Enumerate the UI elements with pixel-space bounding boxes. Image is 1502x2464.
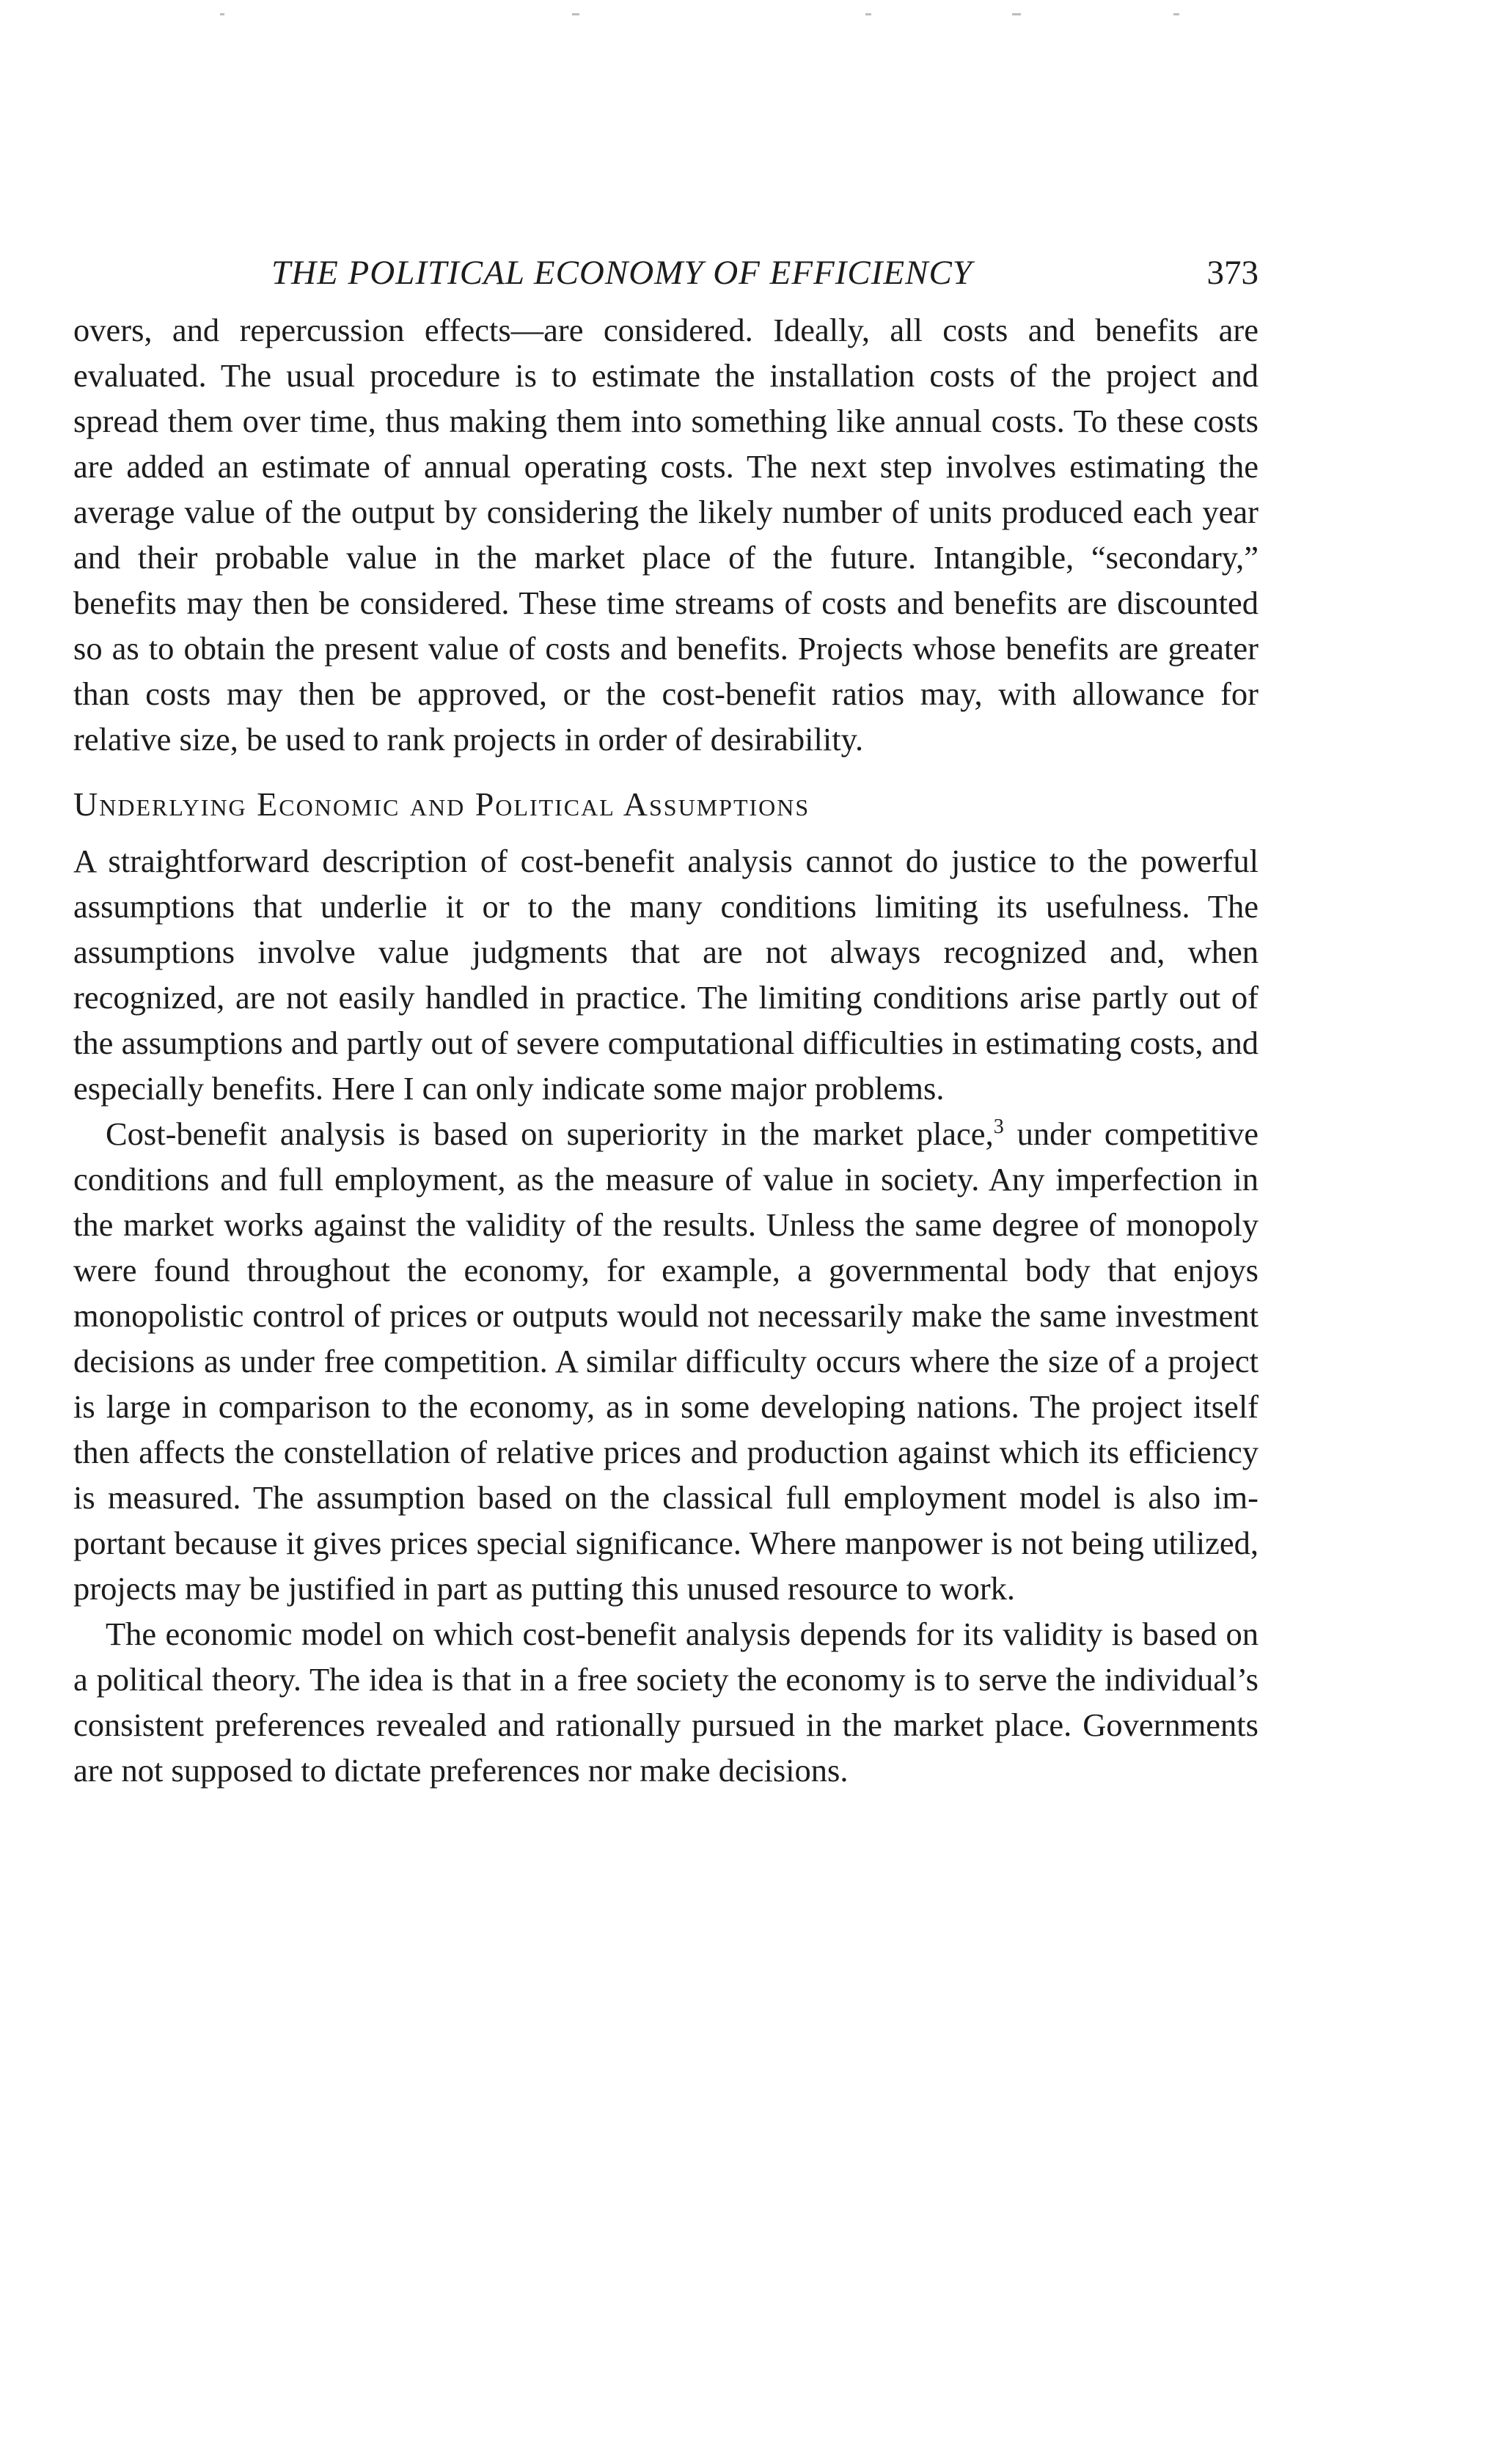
running-head [73,253,1259,304]
book-page [73,253,1259,1793]
scan-artifact-marks [220,13,1320,21]
section-heading: Underlying Economic and Political Assumptions [73,785,810,823]
running-title: THE POLITICAL ECONOMY OF EFFICIENCY [271,254,972,292]
paragraph-continued: overs, and repercussion effects—are considered. Ideally, all costs and benefits are evaluated. The usual procedure is to estimate the installation costs of the project and spread them over time, thus making them into something like annual costs. To these costs are added an estimate of annual operating costs. The next step involves estimating the average value of the output by considering the likely number of units produced each year and their probable value in the market place of the future. Intangible, “secondary,” benefits may then be considered. These time streams of costs and benefits are discounted so as to obtain the present value of costs and benefits. Projects whose benefits are greater than costs may then be approved, or the cost-benefit ratios may, with allowance for relative size, be used to rank projects in order of desirability. [73,312,1259,758]
paragraph-market-superiority [73,1111,1259,1611]
body-text [73,307,1259,1793]
paragraph-text-after-note: under competitive conditions and full employment, as the measure of value in society. Any imperfection in the market works against the validity of the results. Unless the same degree of monopoly were found throughout the economy, for example, a governmental body that enjoys monopolistic control of prices or outputs would not necessarily make the same investment decisions as under free competition. A similar difficulty occurs where the size of a project is large in comparison to the economy, as in some developing nations. The project itself then affects the constellation of relative prices and production against which its efficiency is measured. The assumption based on the classical full employment model is also important because it gives prices special significance. Where manpower is not being utilized, projects may be justified in part as putting this unused resource to work. [73,1115,1259,1607]
paragraph-text-before-note: Cost-benefit analysis is based on superiority in the market place, [106,1115,994,1152]
paragraph-assumptions-intro: A straightforward description of cost-benefit analysis cannot do justice to the powerful assumptions that underlie it or to the many conditions limiting its usefulness. The assumptions involve value judgments that are not always recognized and, when recognized, are not easily handled in practice. The limiting conditions arise partly out of the assumptions and partly out of severe computational difficulties in estimating costs, and especially benefits. Here I can only indicate some major problems. [73,843,1259,1107]
page-number: 373 [1206,254,1259,292]
paragraph-political-theory: The economic model on which cost-benefit analysis depends for its validity is based on a political theory. The idea is that in a free society the economy is to serve the individual’s consistent preferences revealed and rationally pursued in the market place. Governments are not supposed to dictate preferences nor make decisions. [73,1616,1259,1789]
footnote-reference[interactable]: 3 [993,1115,1004,1139]
